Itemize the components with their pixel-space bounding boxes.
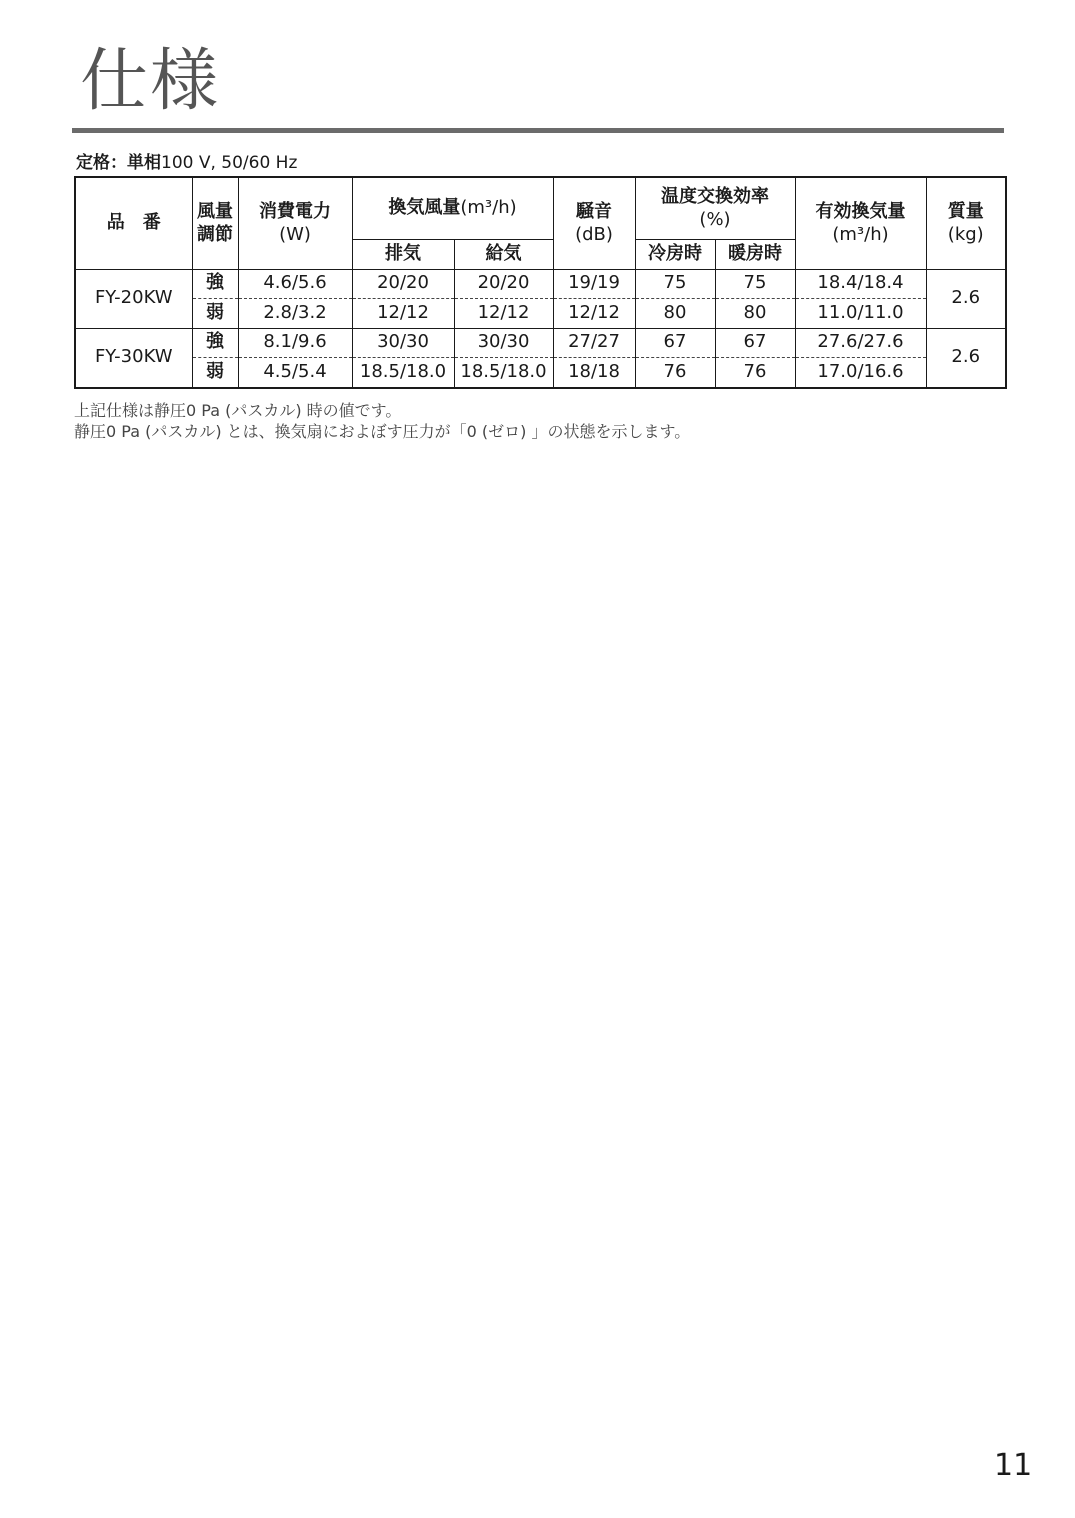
- rating-line: [76, 148, 297, 173]
- level-cell: 弱: [192, 357, 238, 388]
- level-cell: 弱: [192, 298, 238, 328]
- rating-value: 100 V, 50/60 Hz: [161, 153, 298, 173]
- exhaust-cell: 12/12: [352, 298, 454, 328]
- mass-cell: 2.6: [926, 269, 1006, 328]
- header-effective-ventilation: 有効換気量 (m³/h): [795, 177, 926, 269]
- header-mass: 質量 (kg): [926, 177, 1006, 269]
- heating-cell: 76: [715, 357, 795, 388]
- cooling-cell: 80: [635, 298, 715, 328]
- noise-cell: 12/12: [553, 298, 635, 328]
- supply-cell: 30/30: [454, 328, 553, 357]
- power-cell: 8.1/9.6: [238, 328, 352, 357]
- model-name: FY-20KW: [75, 269, 192, 328]
- spec-table: [74, 176, 1007, 389]
- header-power: 消費電力 (W): [238, 177, 352, 269]
- header-efficiency: 温度交換効率 (%): [635, 177, 795, 239]
- notes: [74, 400, 690, 442]
- page-title: 仕様: [80, 42, 221, 121]
- cooling-cell: 67: [635, 328, 715, 357]
- table-row: [75, 298, 1006, 328]
- table-row: [75, 328, 1006, 357]
- exhaust-cell: 30/30: [352, 328, 454, 357]
- supply-cell: 12/12: [454, 298, 553, 328]
- noise-cell: 18/18: [553, 357, 635, 388]
- header-cooling: 冷房時: [635, 239, 715, 269]
- mass-cell: 2.6: [926, 328, 1006, 388]
- heating-cell: 67: [715, 328, 795, 357]
- header-exhaust: 排気: [352, 239, 454, 269]
- cooling-cell: 75: [635, 269, 715, 298]
- level-cell: 強: [192, 328, 238, 357]
- header-model: 品 番: [75, 177, 192, 269]
- model-name: FY-30KW: [75, 328, 192, 388]
- note-line: 静圧0 Pa (パスカル) とは、換気扇におよぼす圧力が「0 (ゼロ) 」の状態を示します。: [74, 422, 691, 441]
- supply-cell: 20/20: [454, 269, 553, 298]
- table-row: [75, 357, 1006, 388]
- heating-cell: 80: [715, 298, 795, 328]
- page-number: 11: [994, 1448, 1033, 1483]
- header-supply: 給気: [454, 239, 553, 269]
- note-line: 上記仕様は静圧0 Pa (パスカル) 時の値です。: [74, 401, 402, 420]
- effective-cell: 17.0/16.6: [795, 357, 926, 388]
- effective-cell: 11.0/11.0: [795, 298, 926, 328]
- header-level: 風量 調節: [192, 177, 238, 269]
- power-cell: 4.5/5.4: [238, 357, 352, 388]
- table-row: [75, 269, 1006, 298]
- exhaust-cell: 20/20: [352, 269, 454, 298]
- header-noise: 騒音 (dB): [553, 177, 635, 269]
- rating-label: 定格：単相: [76, 153, 161, 173]
- header-airflow: 換気風量(m³/h): [352, 177, 553, 239]
- header-heating: 暖房時: [715, 239, 795, 269]
- effective-cell: 18.4/18.4: [795, 269, 926, 298]
- title-divider: [72, 128, 1004, 133]
- supply-cell: 18.5/18.0: [454, 357, 553, 388]
- cooling-cell: 76: [635, 357, 715, 388]
- heating-cell: 75: [715, 269, 795, 298]
- noise-cell: 27/27: [553, 328, 635, 357]
- noise-cell: 19/19: [553, 269, 635, 298]
- power-cell: 4.6/5.6: [238, 269, 352, 298]
- exhaust-cell: 18.5/18.0: [352, 357, 454, 388]
- effective-cell: 27.6/27.6: [795, 328, 926, 357]
- level-cell: 強: [192, 269, 238, 298]
- power-cell: 2.8/3.2: [238, 298, 352, 328]
